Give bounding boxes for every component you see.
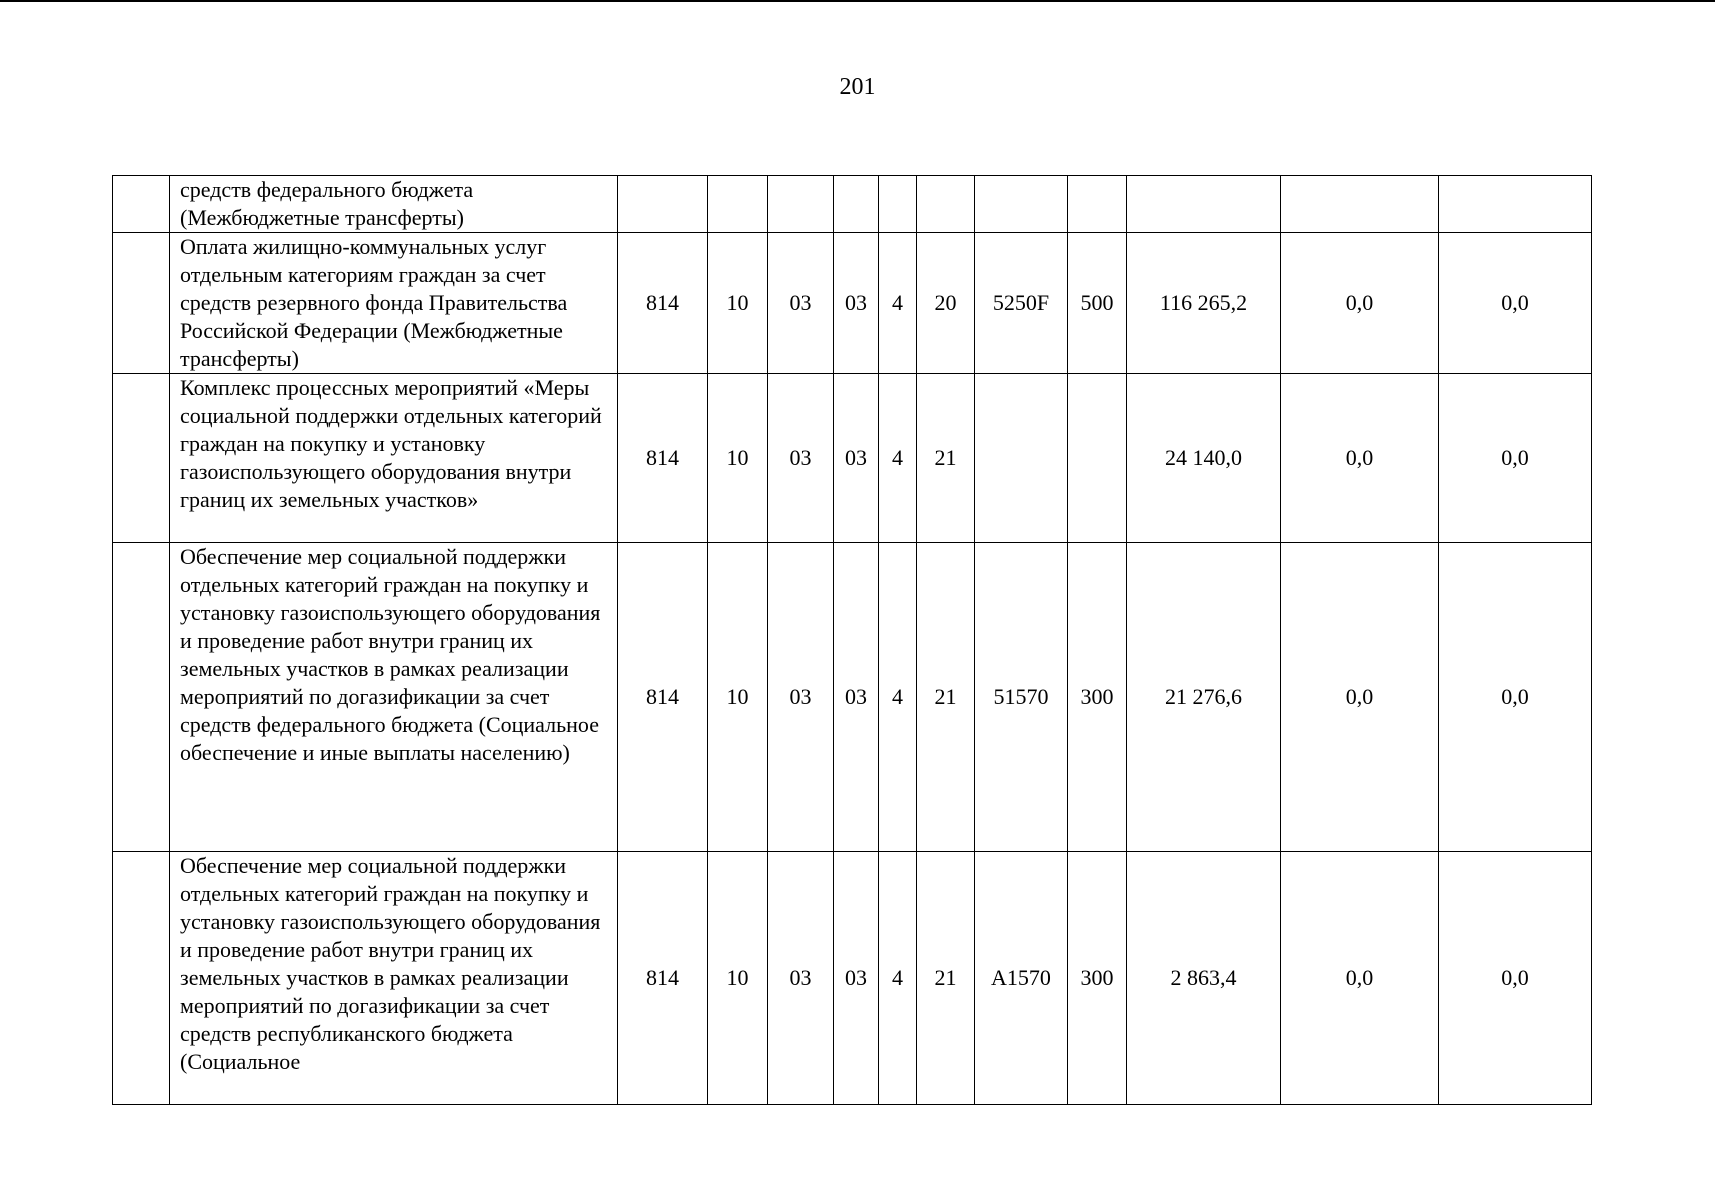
amount-year-2: 0,0: [1281, 233, 1439, 374]
row-name: Оплата жилищно-коммунальных услуг отдельным категориям граждан за счет средств резервного фонда Правительства Российской Федерации (Межбюджетные трансферты): [170, 233, 618, 374]
section-code: 10: [708, 852, 768, 1105]
subprogram-code: 4: [879, 852, 917, 1105]
ministry-code: 814: [618, 233, 708, 374]
section-code: 10: [708, 543, 768, 852]
subsection-code: 03: [768, 233, 834, 374]
subprogram-code: 4: [879, 374, 917, 543]
row-name: Обеспечение мер социальной поддержки отдельных категорий граждан на покупку и установку газоиспользующего оборудования и проведение работ внутри границ их земельных участков в рамках реализации мероприятий по догазификации за счет средств федерального бюджета (Социальное обеспечение и иные выплаты населению): [170, 543, 618, 852]
event-code: [917, 176, 975, 233]
row-number-cell: [113, 176, 170, 233]
table-row: [113, 233, 1592, 374]
direction-code: 51570: [975, 543, 1068, 852]
page-number: 201: [839, 74, 876, 100]
amount-year-2: 0,0: [1281, 543, 1439, 852]
direction-code: А1570: [975, 852, 1068, 1105]
table-row: [113, 543, 1592, 852]
direction-code: [975, 374, 1068, 543]
budget-table: [112, 175, 1592, 1105]
row-name: Комплекс процессных мероприятий «Меры социальной поддержки отдельных категорий граждан на покупку и установку газоиспользующего оборудования внутри границ их земельных участков»: [170, 374, 618, 543]
amount-year-3: 0,0: [1439, 374, 1592, 543]
event-code: 20: [917, 233, 975, 374]
amount-year-3: [1439, 176, 1592, 233]
row-number-cell: [113, 543, 170, 852]
event-code: 21: [917, 543, 975, 852]
amount-year-1: 21 276,6: [1127, 543, 1281, 852]
amount-year-1: 2 863,4: [1127, 852, 1281, 1105]
table-row: [113, 852, 1592, 1105]
expense-type-code: 300: [1068, 852, 1127, 1105]
event-code: 21: [917, 374, 975, 543]
ministry-code: 814: [618, 543, 708, 852]
expense-type-code: [1068, 176, 1127, 233]
table-row: [113, 374, 1592, 543]
amount-year-1: 24 140,0: [1127, 374, 1281, 543]
subsection-code: 03: [768, 374, 834, 543]
expense-type-code: [1068, 374, 1127, 543]
amount-year-1: 116 265,2: [1127, 233, 1281, 374]
program-code: 03: [834, 374, 879, 543]
row-name: средств федерального бюджета (Межбюджетные трансферты): [170, 176, 618, 233]
table-row: [113, 176, 1592, 233]
amount-year-2: [1281, 176, 1439, 233]
direction-code: [975, 176, 1068, 233]
subsection-code: [768, 176, 834, 233]
ministry-code: 814: [618, 374, 708, 543]
section-code: 10: [708, 233, 768, 374]
amount-year-3: 0,0: [1439, 233, 1592, 374]
row-number-cell: [113, 852, 170, 1105]
section-code: 10: [708, 374, 768, 543]
row-number-cell: [113, 374, 170, 543]
amount-year-3: 0,0: [1439, 543, 1592, 852]
amount-year-1: [1127, 176, 1281, 233]
event-code: 21: [917, 852, 975, 1105]
row-name: Обеспечение мер социальной поддержки отдельных категорий граждан на покупку и установку газоиспользующего оборудования и проведение работ внутри границ их земельных участков в рамках реализации мероприятий по догазификации за счет средств республиканского бюджета (Социальное: [170, 852, 618, 1105]
subsection-code: 03: [768, 543, 834, 852]
subsection-code: 03: [768, 852, 834, 1105]
subprogram-code: 4: [879, 543, 917, 852]
section-code: [708, 176, 768, 233]
expense-type-code: 300: [1068, 543, 1127, 852]
page-top-edge: [0, 0, 1715, 2]
subprogram-code: 4: [879, 233, 917, 374]
row-number-cell: [113, 233, 170, 374]
expense-type-code: 500: [1068, 233, 1127, 374]
amount-year-2: 0,0: [1281, 852, 1439, 1105]
program-code: 03: [834, 852, 879, 1105]
amount-year-2: 0,0: [1281, 374, 1439, 543]
subprogram-code: [879, 176, 917, 233]
program-code: [834, 176, 879, 233]
program-code: 03: [834, 233, 879, 374]
amount-year-3: 0,0: [1439, 852, 1592, 1105]
program-code: 03: [834, 543, 879, 852]
budget-table-body: [113, 176, 1592, 1105]
direction-code: 5250F: [975, 233, 1068, 374]
ministry-code: 814: [618, 852, 708, 1105]
ministry-code: [618, 176, 708, 233]
